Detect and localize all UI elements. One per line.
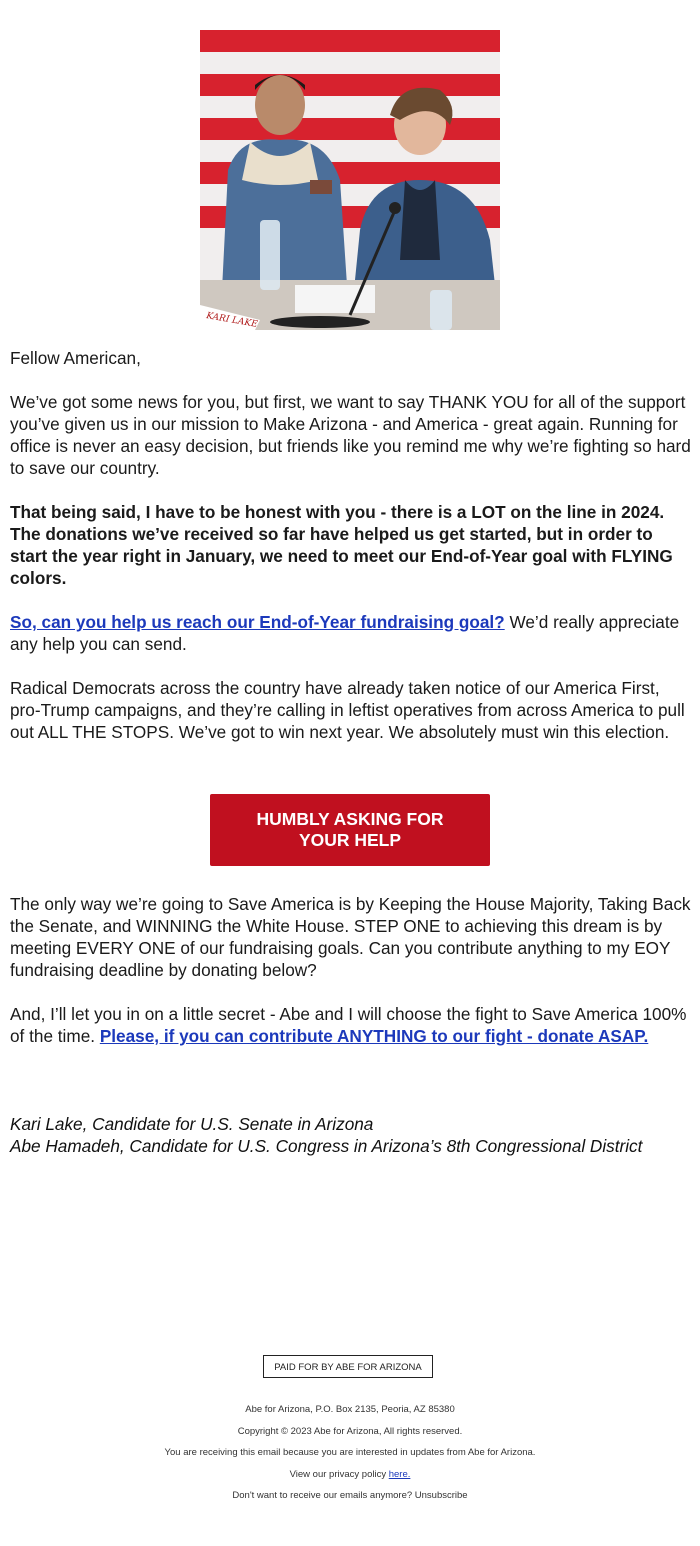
footer-privacy: [0, 1468, 700, 1490]
email-body-top: [10, 347, 692, 765]
privacy-policy-link[interactable]: here.: [388, 1468, 411, 1480]
paragraph-ask-rest: We’d really appreciate any help you can send.: [10, 612, 680, 654]
footer-receiving-notice: You are receiving this email because you are interested in updates from Abe for Arizona.: [164, 1447, 536, 1459]
greeting: Fellow American,: [10, 348, 141, 368]
donate-asap-link[interactable]: Please, if you can contribute ANYTHING to our fight - donate ASAP.: [99, 1026, 649, 1046]
hero-photo-illustration: [200, 30, 500, 330]
cta-container: [210, 794, 490, 866]
signature-block: [10, 1113, 700, 1157]
paragraph-secret-text: And, I’ll let you in on a little secret - Abe and I will choose the fight to Save America 100% of the time.: [10, 1004, 687, 1046]
cta-button-label: HUMBLY ASKING FOR YOUR HELP: [256, 809, 444, 850]
hero-photo: [200, 30, 500, 330]
footer-privacy-text: View our privacy policy: [289, 1468, 389, 1480]
email-footer: [0, 1403, 700, 1511]
footer-address: Abe for Arizona, P.O. Box 2135, Peoria, AZ 85380: [245, 1404, 455, 1415]
paid-for-disclaimer: PAID FOR BY ABE FOR ARIZONA: [263, 1355, 433, 1378]
email-body-bottom: [10, 893, 692, 1069]
signature-kari-lake: Kari Lake, Candidate for U.S. Senate in Arizona: [10, 1114, 374, 1134]
signature-abe-hamadeh: Abe Hamadeh, Candidate for U.S. Congress in Arizona’s 8th Congressional District: [10, 1136, 643, 1156]
paragraph-stakes: That being said, I have to be honest with you - there is a LOT on the line in 2024. The donations we’ve received so far have helped us get started, but in order to start the year right in January, we need to meet our End-of-Year goal with FLYING colors.: [10, 502, 673, 588]
footer-unsubscribe[interactable]: Don't want to receive our emails anymore? Unsubscribe: [232, 1490, 468, 1502]
paragraph-save-america: The only way we’re going to Save America is by Keeping the House Majority, Taking Back the Senate, and WINNING the White House. STEP ONE to achieving this dream is by meeting EVERY ONE of our fundraising goals. Can you contribute anything to my EOY fundraising deadline by donating below?: [10, 894, 691, 980]
paragraph-ask: [10, 611, 692, 655]
fundraising-goal-link[interactable]: So, can you help us reach our End-of-Year fundraising goal?: [10, 612, 505, 632]
paragraph-secret: [10, 1003, 692, 1047]
footer-copyright: Copyright © 2023 Abe for Arizona, All rights reserved.: [237, 1425, 463, 1437]
humbly-asking-button[interactable]: [210, 794, 490, 866]
paragraph-democrats: Radical Democrats across the country have already taken notice of our America First, pro-Trump campaigns, and they’re calling in leftist operatives from across America to pull out ALL THE STOPS. We’ve got to win next year. We absolutely must win this election.: [10, 678, 685, 742]
paragraph-thank-you: We’ve got some news for you, but first, we want to say THANK YOU for all of the support you’ve given us in our mission to Make Arizona - and America - great again. Running for office is never an easy decision, but friends like you remind me why we’re fighting so hard to save our country.: [10, 392, 691, 478]
name-placard-text: KARI LAKE: [205, 311, 259, 330]
